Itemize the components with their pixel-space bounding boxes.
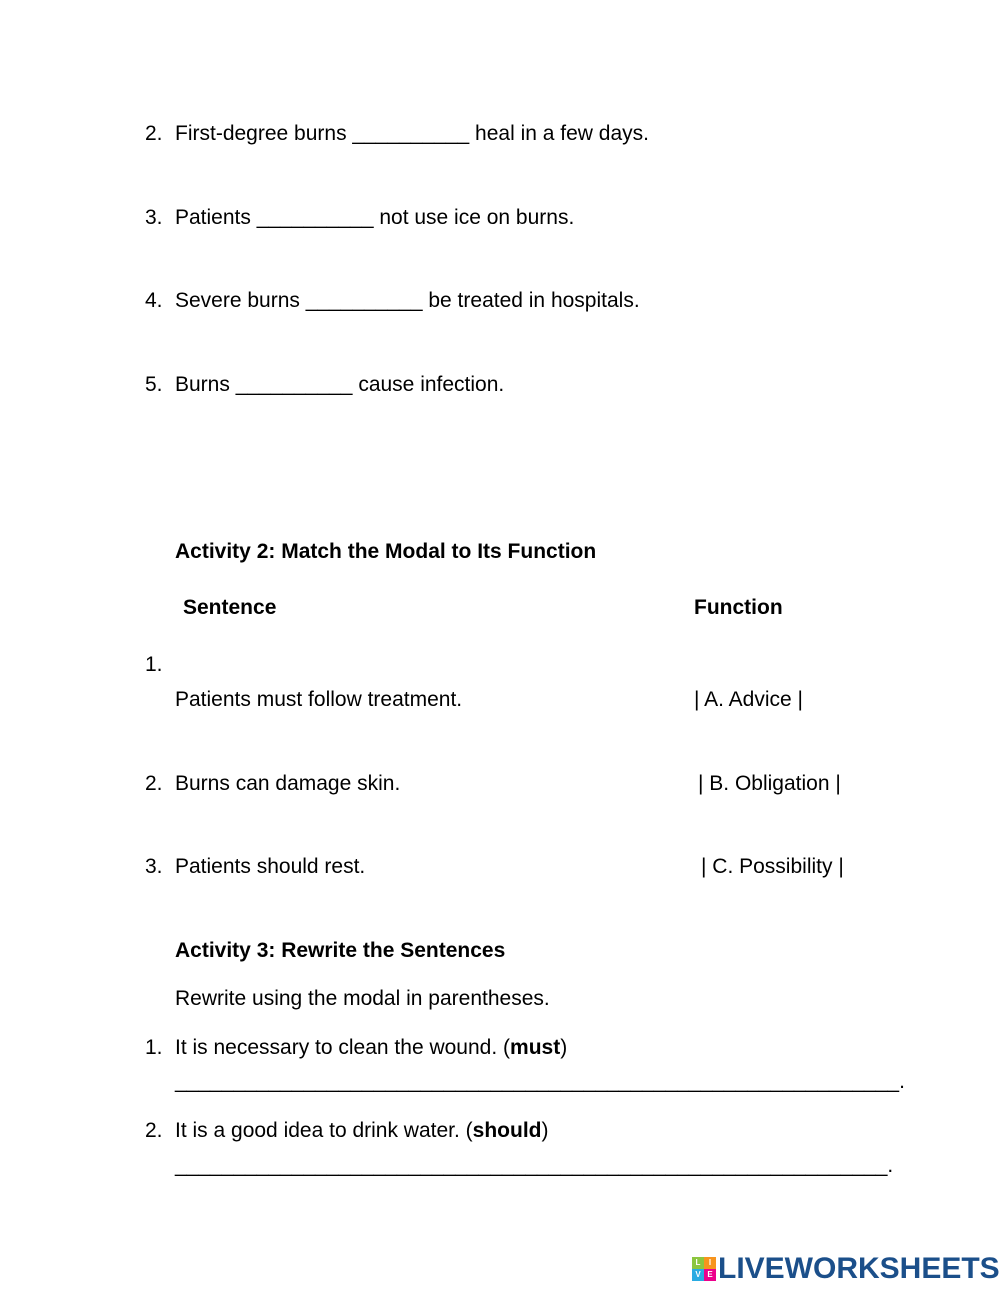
list-item-number: 3. — [145, 855, 163, 878]
fill-blank-sentence[interactable]: Patients __________ not use ice on burns. — [175, 206, 575, 229]
rewrite-prompt — [175, 1120, 549, 1141]
logo-mark-letter: I — [704, 1257, 716, 1269]
match-sentence[interactable]: Patients should rest. — [175, 855, 366, 878]
activity3-title: Activity 3: Rewrite the Sentences — [175, 939, 506, 962]
logo-mark-letter: E — [704, 1269, 716, 1281]
match-sentence[interactable]: Patients must follow treatment. — [175, 688, 463, 711]
fill-blank-sentence[interactable]: Burns __________ cause infection. — [175, 373, 505, 396]
answer-line[interactable]: _____________________________________________________________. — [175, 1154, 894, 1177]
modal-word: must — [510, 1036, 561, 1059]
logo-text: LIVEWORKSHEETS — [718, 1252, 1000, 1285]
list-item-number: 4. — [145, 289, 163, 312]
match-function[interactable]: | C. Possibility | — [701, 855, 844, 878]
column-header-sentence: Sentence — [183, 596, 277, 619]
activity3-instruction: Rewrite using the modal in parentheses. — [175, 987, 550, 1010]
answer-line[interactable]: ______________________________________________________________. — [175, 1070, 905, 1093]
fill-blank-sentence[interactable]: First-degree burns __________ heal in a few days. — [175, 122, 649, 145]
list-item-number: 5. — [145, 373, 163, 396]
match-function[interactable]: | A. Advice | — [694, 688, 803, 711]
list-item-number: 2. — [145, 1119, 163, 1142]
list-item-number: 2. — [145, 122, 163, 145]
modal-word: should — [472, 1119, 542, 1142]
rewrite-prompt-text: It is a good idea to drink water. ( — [175, 1119, 473, 1142]
match-sentence[interactable]: Burns can damage skin. — [175, 772, 401, 795]
rewrite-prompt-text: It is necessary to clean the wound. ( — [175, 1036, 511, 1059]
rewrite-prompt — [175, 1037, 567, 1058]
column-header-function: Function — [694, 596, 783, 619]
activity2-title: Activity 2: Match the Modal to Its Function — [175, 540, 597, 563]
list-item-number: 1. — [145, 653, 163, 676]
list-item-number: 1. — [145, 1036, 163, 1059]
logo-mark-letter: L — [692, 1257, 704, 1269]
match-function[interactable]: | B. Obligation | — [698, 772, 841, 795]
list-item-number: 2. — [145, 772, 163, 795]
logo-mark-letter: V — [692, 1269, 704, 1281]
fill-blank-sentence[interactable]: Severe burns __________ be treated in hospitals. — [175, 289, 640, 312]
logo-mark-icon — [692, 1257, 716, 1281]
liveworksheets-logo — [692, 1254, 1000, 1284]
rewrite-prompt-close: ) — [560, 1036, 568, 1059]
list-item-number: 3. — [145, 206, 163, 229]
rewrite-prompt-close: ) — [541, 1119, 549, 1142]
